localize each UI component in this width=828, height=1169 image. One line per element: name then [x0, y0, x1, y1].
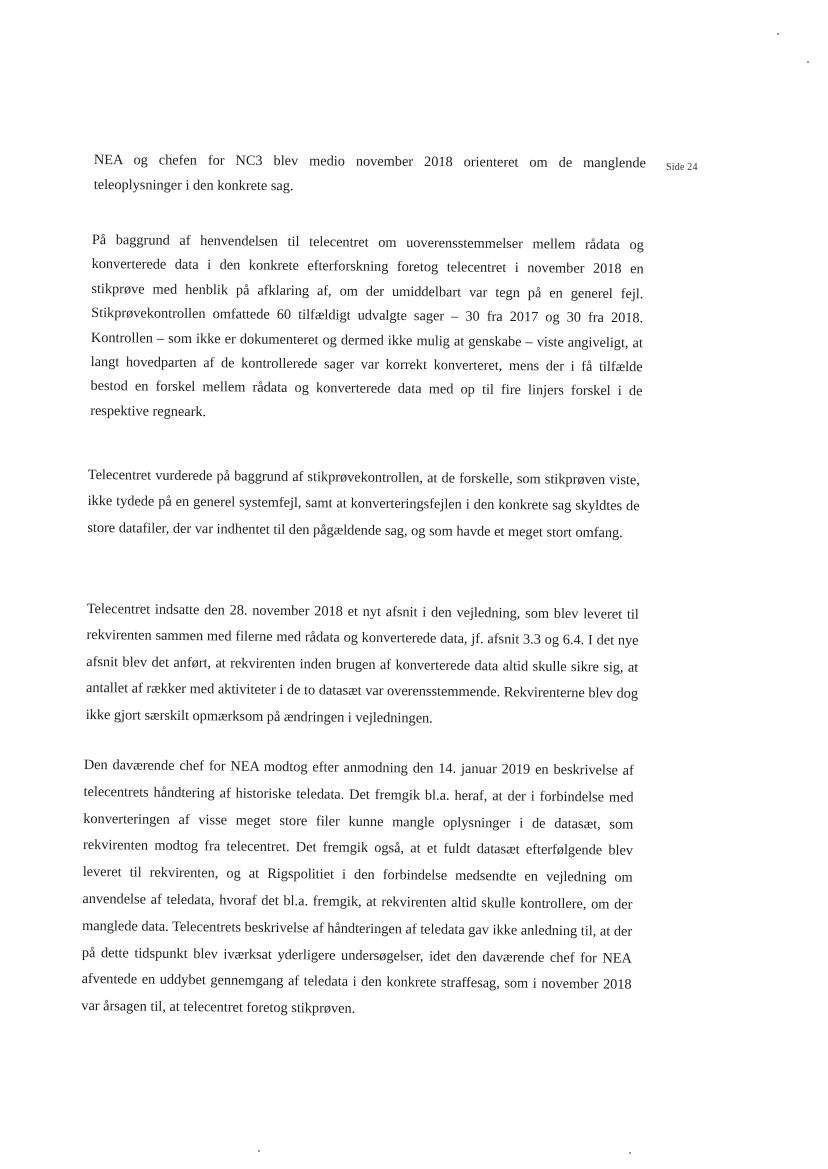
scan-speck	[258, 1150, 260, 1152]
scan-speck	[629, 1152, 631, 1154]
page-number: Side 24	[666, 162, 698, 173]
scan-speck	[807, 61, 809, 63]
paragraph-2: På baggrund af henvendelsen til telecentret om uoverensstemmelser mellem rådata og konverterede data i den konkrete efterforskning foretog telecentret i november 2018 en stikprøve med henblik på afklaring af, om der umiddelbart var tegn på en generel fejl. Stikprøvekontrollen omfattede 60 tilfældigt udvalgte sager – 30 fra 2017 og 30 fra 2018. Kontrollen – som ikke er dokumenteret og dermed ikke mulig at genskabe – viste angiveligt, at langt hovedparten af de kontrollerede sager var korrekt konverteret, mens der i få tilfælde bestod en forskel mellem rådata og konverterede data med op til fire linjers forskel i de respektive regneark.	[90, 231, 644, 420]
paragraph-5: Den daværende chef for NEA modtog efter anmodning den 14. januar 2019 en beskrivelse af telecentrets håndtering af historiske teledata. Det fremgik bl.a. heraf, at der i forbindelse med konverteringen af visse meget store filer kunne mangle oplysninger i de datasæt, som rekvirenten modtog fra telecentret. Det fremgik også, at et fuldt datasæt efterfølgende blev leveret til rekvirenten, og at Rigspolitiet i den forbindelse medsendte en vejledning om anvendelse af teledata, hvoraf det bl.a. fremgik, at rekvirenten altid skulle kontrollere, om der manglede data. Telecentrets beskrivelse af håndteringen af teledata gav ikke anledning til, at der på dette tidspunkt blev iværksat yderligere undersøgelser, idet den daværende chef for NEA afventede en uddybet gennemgang af teledata i den konkrete straffesag, som i november 2018 var årsagen til, at telecentret foretog stikprøven.	[81, 756, 634, 1018]
paragraph-4: Telecentret indsatte den 28. november 2018 et nyt afsnit i den vejledning, som blev leveret til rekvirenten sammen med filerne med rådata og konverterede data, jf. afsnit 3.3 og 6.4. I det nye afsnit blev det anført, at rekvirenten inden brugen af konverterede data altid skulle sikre sig, at antallet af rækker med aktiviteter i de to datasæt var overensstemmende. Rekvirenterne blev dog ikke gjort særskilt opmærksom på ændringen i vejledningen.	[85, 600, 639, 727]
paragraph-1: NEA og chefen for NC3 blev medio november 2018 orienteret om de manglende teleoplysninger i den konkrete sag.	[93, 151, 646, 195]
scan-speck	[777, 33, 779, 35]
paragraph-3: Telecentret vurderede på baggrund af stikprøvekontrollen, at de forskelle, som stikprøven viste, ikke tydede på en generel systemfejl, samt at konverteringsfejlen i den konkrete sag skyldtes de store datafiler, der var indhentet til den pågældende sag, og som havde et meget stort omfang.	[87, 466, 640, 541]
